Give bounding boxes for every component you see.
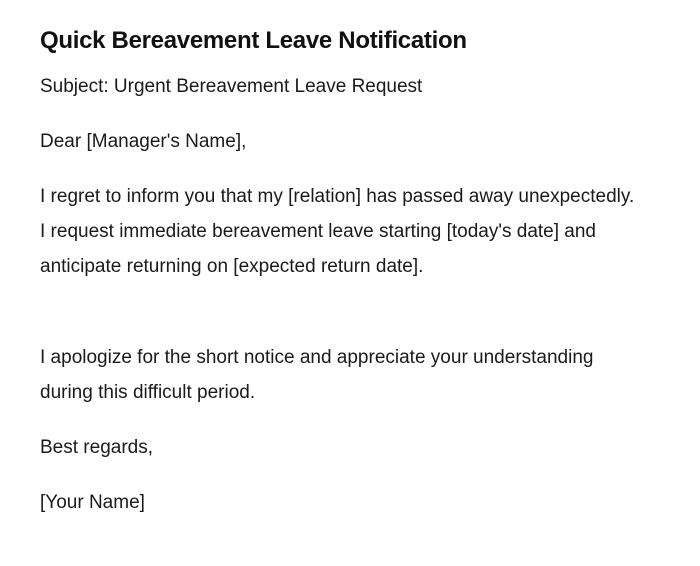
signature-line: [Your Name] [40, 492, 145, 513]
body-paragraph-2: I apologize for the short notice and appreciate your understanding during this difficult period. [40, 347, 594, 403]
closing-line: Best regards, [40, 437, 153, 458]
document-title: Quick Bereavement Leave Notification [40, 27, 467, 54]
body-paragraph-1: I regret to inform you that my [relation] has passed away unexpectedly. I request immediate bereavement leave starting [today's date] and anticipate returning on [expected return date]. [40, 186, 635, 277]
greeting-line: Dear [Manager's Name], [40, 131, 247, 152]
subject-line: Subject: Urgent Bereavement Leave Request [40, 76, 423, 97]
